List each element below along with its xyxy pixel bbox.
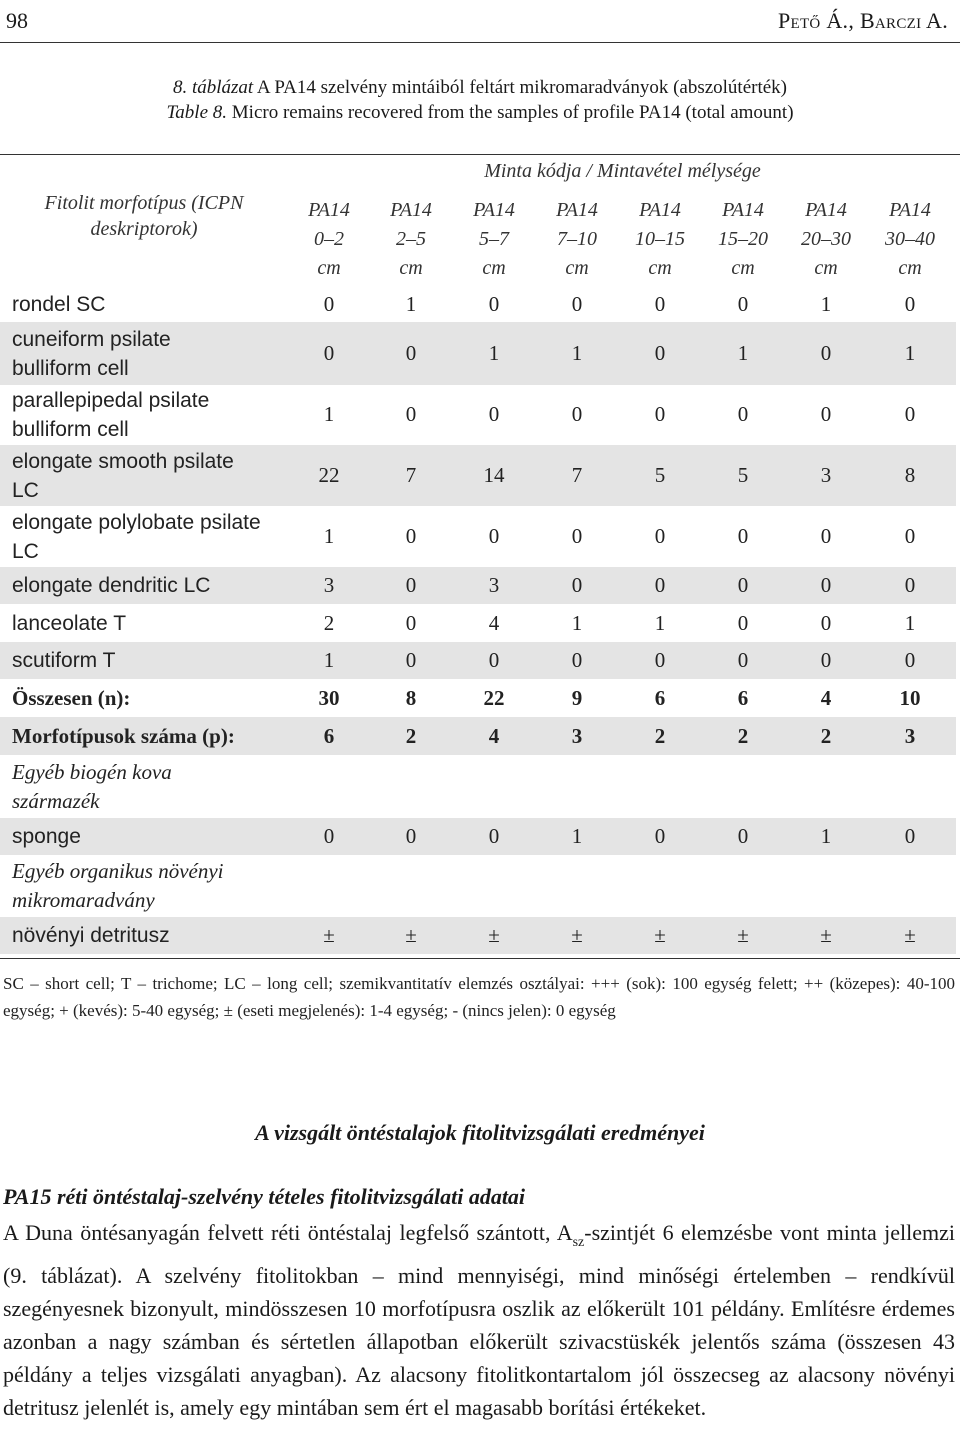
table-cell xyxy=(618,755,702,818)
table-cell: 0 xyxy=(904,402,916,426)
table-cell: 0 xyxy=(323,291,335,316)
row-label xyxy=(12,506,297,567)
table-cell: 3 xyxy=(488,573,500,597)
table-cell: 6 xyxy=(654,685,666,710)
table-cell: 1 xyxy=(904,610,916,635)
body-paragraph xyxy=(3,1216,955,1424)
table-cell: 3 xyxy=(323,573,335,597)
row-label-line: scutiform T xyxy=(12,649,116,672)
table-cell: 10 xyxy=(899,685,921,710)
column-header-depth: 0–2 xyxy=(314,228,344,250)
row-label-line: cuneiform psilate xyxy=(12,327,171,351)
row-label-line: származék xyxy=(12,788,100,813)
row-label xyxy=(12,322,297,385)
table-cell: 1 xyxy=(904,341,916,365)
column-header-code: PA14 xyxy=(889,199,931,221)
page-number: 98 xyxy=(6,8,28,33)
table-cell: 0 xyxy=(571,648,583,672)
row-label-line: lanceolate T xyxy=(12,611,127,635)
table-cell: 0 xyxy=(488,648,500,672)
table-cell: 1 xyxy=(820,291,832,316)
row-label-line: Egyéb organikus növényi xyxy=(12,859,224,883)
row-label xyxy=(12,604,297,642)
row-header-line: Fitolit morfotípus (ICPN xyxy=(44,192,244,214)
table-row xyxy=(0,445,956,506)
table-cell: 0 xyxy=(737,824,749,848)
column-header xyxy=(369,196,453,283)
table-bottom-rule xyxy=(0,958,960,959)
table-cell: 2 xyxy=(820,723,832,748)
table-cell: ± xyxy=(323,923,335,947)
table-cell: 3 xyxy=(904,723,916,748)
row-label xyxy=(12,818,297,855)
table-cell xyxy=(452,755,536,818)
table-cell xyxy=(701,755,785,818)
table-row xyxy=(0,679,956,717)
table-cell: 4 xyxy=(820,685,832,710)
column-header-code: PA14 xyxy=(639,199,681,221)
table-cell: 0 xyxy=(820,341,832,365)
table-row xyxy=(0,567,956,604)
table-cell xyxy=(618,855,702,917)
table-cell: 14 xyxy=(483,463,505,487)
table-row xyxy=(0,642,956,679)
row-label-line: LC xyxy=(12,478,39,502)
table-cell: 2 xyxy=(737,723,749,748)
table-cell: 0 xyxy=(405,648,417,672)
table-cell: 0 xyxy=(488,524,500,548)
table-cell: 0 xyxy=(904,573,916,597)
column-header xyxy=(287,196,371,283)
table-cell: 0 xyxy=(737,524,749,548)
row-label-line: bulliform cell xyxy=(12,356,129,380)
row-label xyxy=(12,855,297,917)
row-label-line: parallepipedal psilate xyxy=(12,388,210,412)
body-subscript: sz xyxy=(572,1235,585,1250)
table-cell: 0 xyxy=(820,648,832,672)
table-cell: 1 xyxy=(820,824,832,848)
table-cell: 1 xyxy=(571,610,583,635)
caption-en-label: Table 8. xyxy=(166,102,228,123)
table-cell: 0 xyxy=(405,341,417,365)
row-label xyxy=(12,717,297,755)
table-cell: 0 xyxy=(654,402,666,426)
row-label xyxy=(12,917,297,954)
table-cell: 0 xyxy=(820,524,832,548)
table-footnote: SC – short cell; T – trichome; LC – long cell; szemikvantitatív elemzés osztályai: +++ (sok): 100 egység felett; ++ (közepes): 40-100 egység; + (kevés): 5-40 egység; ± (eseti megjelenés): 1-4 egység; - (nincs jelen): 0 egység xyxy=(3,974,955,1020)
row-label xyxy=(12,445,297,506)
column-header xyxy=(452,196,536,283)
table-cell: 7 xyxy=(405,463,417,487)
table-cell: 0 xyxy=(820,573,832,597)
table-cell: 0 xyxy=(820,610,832,635)
column-header-unit: cm xyxy=(731,257,755,279)
table-cell: 6 xyxy=(323,723,335,748)
table-row xyxy=(0,818,956,855)
row-label-line: elongate dendritic LC xyxy=(12,574,211,597)
table-cell xyxy=(701,855,785,917)
table-cell: 0 xyxy=(405,610,417,635)
table-cell: 0 xyxy=(405,402,417,426)
table-row xyxy=(0,604,956,642)
table-cell: 0 xyxy=(737,648,749,672)
row-label xyxy=(12,286,297,322)
table-cell: 0 xyxy=(820,402,832,426)
row-label xyxy=(12,567,297,604)
row-header-line: deskriptorok) xyxy=(90,218,198,240)
table-cell: 0 xyxy=(571,524,583,548)
row-label-line: sponge xyxy=(12,825,81,848)
table-cell: 0 xyxy=(904,524,916,548)
table-cell: 0 xyxy=(654,524,666,548)
row-label-line: elongate smooth psilate xyxy=(12,449,234,473)
table-cell: 30 xyxy=(318,685,340,710)
table-cell xyxy=(369,855,453,917)
column-header-unit: cm xyxy=(399,257,423,279)
table-cell: 5 xyxy=(737,463,749,487)
column-header-depth: 5–7 xyxy=(479,228,509,250)
column-header-depth: 2–5 xyxy=(396,228,426,250)
table-cell xyxy=(784,855,868,917)
caption-en-text: Micro remains recovered from the samples of profile PA14 (total amount) xyxy=(231,102,794,123)
row-label-line: mikromaradvány xyxy=(12,888,155,912)
table-row xyxy=(0,917,956,954)
table-cell: 0 xyxy=(488,291,500,316)
column-header-depth: 15–20 xyxy=(718,228,768,250)
table-row xyxy=(0,717,956,755)
row-label-line: elongate polylobate psilate xyxy=(12,510,261,534)
column-header-depth: 20–30 xyxy=(801,228,851,250)
column-header-depth: 30–40 xyxy=(885,228,935,250)
table-cell: 0 xyxy=(904,291,916,316)
table-caption-hu xyxy=(0,77,960,99)
table-cell: 0 xyxy=(904,648,916,672)
column-header xyxy=(868,196,952,283)
column-header-unit: cm xyxy=(565,257,589,279)
header-rule xyxy=(0,42,960,43)
caption-hu-text: A PA14 szelvény mintáiból feltárt mikromaradványok (abszolútérték) xyxy=(256,77,788,98)
table-cell xyxy=(369,755,453,818)
table-cell: 0 xyxy=(654,291,666,316)
running-head: Pető Á., Barczi A. xyxy=(777,8,948,33)
column-header-unit: cm xyxy=(648,257,672,279)
column-header-code: PA14 xyxy=(308,199,350,221)
table-cell: 8 xyxy=(904,463,916,487)
table-cell: 0 xyxy=(405,573,417,597)
column-header-code: PA14 xyxy=(473,199,515,221)
table-cell: ± xyxy=(405,923,417,947)
column-header-code: PA14 xyxy=(722,199,764,221)
row-label xyxy=(12,642,297,679)
table-cell: 3 xyxy=(820,463,832,487)
row-label-line: LC xyxy=(12,539,39,563)
table-row xyxy=(0,855,956,917)
page-header xyxy=(0,0,960,44)
table-cell: 0 xyxy=(904,824,916,848)
row-header-title xyxy=(8,190,280,242)
table-cell xyxy=(535,855,619,917)
row-label-line: Morfotípusok száma (p): xyxy=(12,723,235,748)
table-cell xyxy=(784,755,868,818)
table-cell: 1 xyxy=(405,291,417,316)
table-cell: 0 xyxy=(737,402,749,426)
table-cell: 0 xyxy=(571,291,583,316)
table-cell: 0 xyxy=(323,824,335,848)
column-header xyxy=(535,196,619,283)
table-cell: 0 xyxy=(737,291,749,316)
table-cell: 2 xyxy=(405,723,417,748)
table-cell: 22 xyxy=(483,685,505,710)
table-cell: 0 xyxy=(488,402,500,426)
table-cell: ± xyxy=(571,923,583,947)
table-row xyxy=(0,384,956,445)
row-label xyxy=(12,679,297,717)
column-header xyxy=(784,196,868,283)
subsection-title: PA15 réti öntéstalaj-szelvény tételes fitolitvizsgálati adatai xyxy=(3,1184,526,1209)
column-header-code: PA14 xyxy=(556,199,598,221)
table-cell: 5 xyxy=(654,463,666,487)
row-label-line: Egyéb biogén kova xyxy=(12,759,172,784)
table-cell: 22 xyxy=(318,463,340,487)
table-cell xyxy=(868,755,952,818)
column-header-unit: cm xyxy=(317,257,341,279)
column-header-unit: cm xyxy=(898,257,922,279)
table-cell: 1 xyxy=(323,648,335,672)
table-cell: 0 xyxy=(654,573,666,597)
table-cell xyxy=(287,855,371,917)
table-cell: 1 xyxy=(571,824,583,848)
row-label xyxy=(12,384,297,445)
table-row xyxy=(0,286,956,322)
table-cell: 0 xyxy=(571,402,583,426)
column-header xyxy=(618,196,702,283)
column-group-title: Minta kódja / Mintavétel mélysége xyxy=(484,160,761,182)
table-cell: 0 xyxy=(405,524,417,548)
table-cell xyxy=(868,855,952,917)
row-label-line: Összesen (n): xyxy=(12,685,131,710)
table-cell: 0 xyxy=(405,824,417,848)
table-cell: 8 xyxy=(405,685,417,710)
table-cell: 0 xyxy=(654,824,666,848)
body-text-part: A Duna öntésanyagán felvett réti öntéstalaj legfelső szántott, A xyxy=(3,1220,573,1245)
table-cell: ± xyxy=(654,923,666,947)
table-row xyxy=(0,322,956,385)
column-header-depth: 10–15 xyxy=(635,228,685,250)
body-text-part: -szintjét 6 elemzésbe vont minta jellemzi (9. táblázat). A szelvény fitolitokban – mind mennyiségi, mind minőségi értelemben – rendkívül szegényesnek bizonyult, mindösszesen 10 morfotípusra oszlik az előkerült 101 példány. Említésre érdemes azonban a nagy számban és sértetlen állapotban előkerült szivacstüskék jelentős száma (összesen 43 példány a teljes vizsgálati anyagban). Az alacsony fitolitkontartalom jól összecseg az alacsony növényi detritusz jelenlét is, amely egy mintában sem ért el magasabb borítási értékeket. xyxy=(3,1220,956,1420)
table-cell: 9 xyxy=(571,685,583,710)
table-row xyxy=(0,506,956,567)
table-cell: 0 xyxy=(737,573,749,597)
table-cell: 1 xyxy=(571,341,583,365)
table-cell: 0 xyxy=(654,341,666,365)
table-cell: 2 xyxy=(323,610,335,635)
table-cell: 3 xyxy=(571,723,583,748)
table-cell: 1 xyxy=(737,341,749,365)
table-cell: ± xyxy=(737,923,749,947)
table-cell xyxy=(452,855,536,917)
table-cell: ± xyxy=(488,923,500,947)
row-label-line: növényi detritusz xyxy=(12,924,170,947)
table-cell: 6 xyxy=(737,685,749,710)
row-label xyxy=(12,755,297,818)
table-cell xyxy=(535,755,619,818)
column-header xyxy=(701,196,785,283)
section-title: A vizsgált öntéstalajok fitolitvizsgálati eredményei xyxy=(255,1120,705,1145)
table-cell: 1 xyxy=(323,524,335,548)
row-label-line: bulliform cell xyxy=(12,417,129,441)
table-cell: 0 xyxy=(737,610,749,635)
table-cell xyxy=(287,755,371,818)
caption-hu-label: 8. táblázat xyxy=(172,77,254,98)
table-cell: 0 xyxy=(488,824,500,848)
column-header-unit: cm xyxy=(482,257,506,279)
table-cell: 0 xyxy=(323,341,335,365)
column-header-code: PA14 xyxy=(805,199,847,221)
table-cell: 0 xyxy=(571,573,583,597)
table-cell: 1 xyxy=(654,610,666,635)
table-row xyxy=(0,755,956,818)
column-header-code: PA14 xyxy=(390,199,432,221)
column-header-unit: cm xyxy=(814,257,838,279)
table-cell: 2 xyxy=(654,723,666,748)
table-cell: ± xyxy=(904,923,916,947)
table-cell: 0 xyxy=(654,648,666,672)
table-cell: ± xyxy=(820,923,832,947)
row-label-line: rondel SC xyxy=(12,292,106,316)
table-cell: 4 xyxy=(488,610,500,635)
table-top-rule xyxy=(0,154,960,155)
column-header-depth: 7–10 xyxy=(557,228,597,250)
table-caption-en xyxy=(0,102,960,124)
table-cell: 7 xyxy=(571,463,583,487)
table-cell: 4 xyxy=(488,723,500,748)
table-cell: 1 xyxy=(323,402,335,426)
table-cell: 1 xyxy=(488,341,500,365)
